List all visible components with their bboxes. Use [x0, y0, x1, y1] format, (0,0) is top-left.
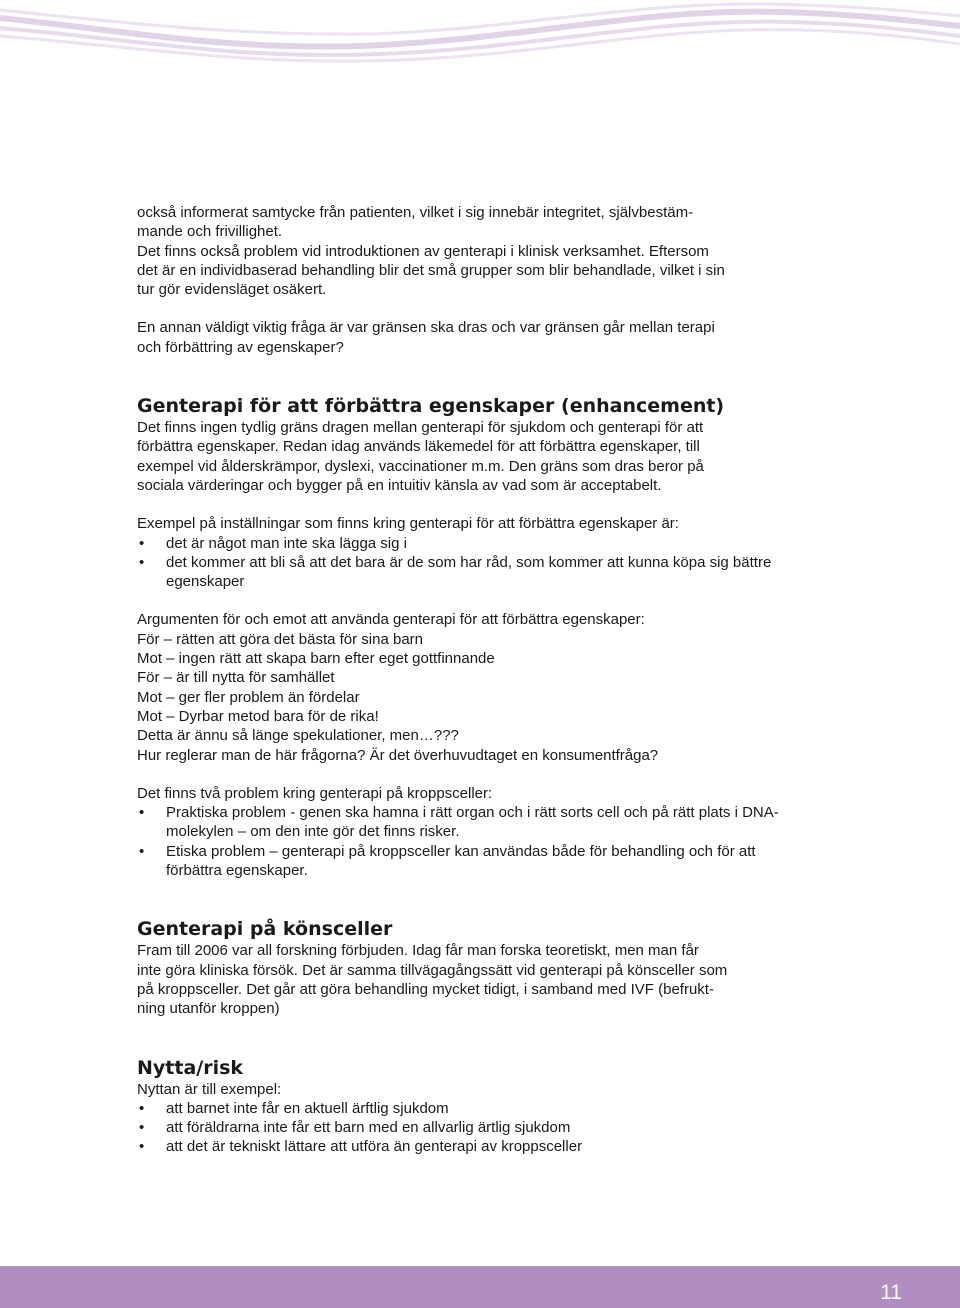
- problems-intro: Det finns två problem kring genterapi på kroppsceller:: [137, 784, 493, 802]
- question-line: och förbättring av egenskaper?: [137, 338, 344, 356]
- top-wave-decoration: [0, 0, 960, 80]
- list-item: • att det är tekniskt lättare att utföra än genterapi av kroppsceller: [137, 1137, 797, 1156]
- list-item: • att föräldrarna inte får ett barn med en allvarlig ärtlig sjukdom: [137, 1118, 797, 1137]
- heading-germline: Genterapi på könsceller: [137, 918, 393, 941]
- paragraph-line: Fram till 2006 var all forskning förbjuden. Idag får man forska teoretiskt, men man får: [137, 942, 699, 960]
- arguments-line: För – är till nytta för samhället: [137, 669, 335, 687]
- intro-line: mande och frivillighet.: [137, 223, 283, 241]
- arguments-line: För – rätten att göra det bästa för sina barn: [137, 630, 423, 648]
- paragraph-line: ning utanför kroppen): [137, 1000, 280, 1018]
- page-body: [137, 203, 797, 1157]
- footer-band: [0, 1266, 960, 1308]
- intro-line: också informerat samtycke från patienten, vilket i sig innebär integritet, självbestäm-: [137, 204, 694, 221]
- paragraph-line: förbättra egenskaper. Redan idag används läkemedel för att förbättra egenskaper, till: [137, 438, 700, 456]
- examples-intro: Exempel på inställningar som finns kring genterapi för att förbättra egenskaper är:: [137, 515, 679, 533]
- list-item: • Praktiska problem - genen ska hamna i rätt organ och i rätt sorts cell och på rätt plats i DNA-molekylen – om den inte gör det finns risker.: [137, 803, 797, 842]
- intro-line: det är en individbaserad behandling blir det små grupper som blir behandlade, vilket i sin: [137, 261, 725, 279]
- heading-enhancement: Genterapi för att förbättra egenskaper (enhancement): [137, 395, 725, 418]
- arguments-line: Detta är ännu så länge spekulationer, men…???: [137, 727, 459, 745]
- list-item: • att barnet inte får en aktuell ärftlig sjukdom: [137, 1099, 797, 1118]
- paragraph-line: exempel vid ålderskrämpor, dyslexi, vaccinationer m.m. Den gräns som dras beror på: [137, 457, 704, 475]
- arguments-line: Hur reglerar man de här frågorna? Är det överhuvudtaget en konsumentfråga?: [137, 746, 659, 764]
- paragraph-line: sociala värderingar och bygger på en intuitiv känsla av vad som är acceptabelt.: [137, 476, 662, 494]
- list-item: • det kommer att bli så att det bara är de som har råd, som kommer att kunna köpa sig bättre egenskaper: [137, 553, 797, 592]
- arguments-line: Argumenten för och emot att använda genterapi för att förbättra egenskaper:: [137, 611, 645, 629]
- arguments-line: Mot – ingen rätt att skapa barn efter eget gottfinnande: [137, 650, 495, 668]
- page-number: 11: [880, 1281, 902, 1304]
- intro-line: tur gör evidensläget osäkert.: [137, 281, 327, 299]
- paragraph-line: Det finns ingen tydlig gräns dragen mellan genterapi för sjukdom och genterapi för att: [137, 419, 704, 437]
- question-line: En annan väldigt viktig fråga är var gränsen ska dras och var gränsen går mellan terapi: [137, 319, 715, 337]
- paragraph-line: inte göra kliniska försök. Det är samma tillvägagångssätt vid genterapi på könsceller som: [137, 961, 728, 979]
- list-item: • Etiska problem – genterapi på kroppsceller kan användas både för behandling och för att förbättra egenskaper.: [137, 842, 797, 881]
- benefit-intro: Nyttan är till exempel:: [137, 1080, 282, 1098]
- arguments-line: Mot – ger fler problem än fördelar: [137, 688, 360, 706]
- arguments-line: Mot – Dyrbar metod bara för de rika!: [137, 707, 379, 725]
- paragraph-line: på kroppsceller. Det går att göra behandling mycket tidigt, i samband med IVF (befrukt-: [137, 980, 714, 998]
- intro-line: Det finns också problem vid introduktionen av genterapi i klinisk verksamhet. Eftersom: [137, 242, 709, 260]
- problems-list: [137, 803, 797, 880]
- benefit-list: [137, 1099, 797, 1157]
- list-item: • det är något man inte ska lägga sig i: [137, 534, 797, 553]
- heading-benefit-risk: Nytta/risk: [137, 1056, 244, 1079]
- examples-list: [137, 534, 797, 592]
